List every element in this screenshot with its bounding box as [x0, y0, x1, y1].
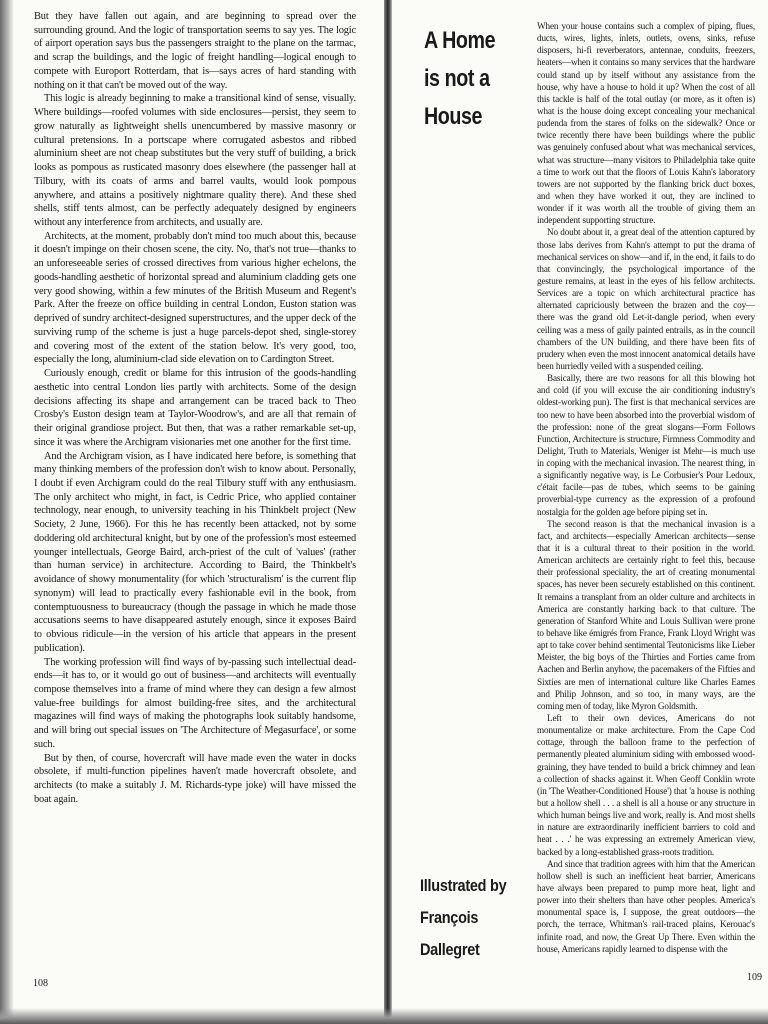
page-number-left: 108 — [33, 978, 48, 989]
paragraph: When your house contains such a complex of piping, flues, ducts, wires, lights, inlets, outlets, ovens, sinks, refuse disposers, hi-fi reverberators, antennae, conduits, freezers, heaters—when it contains so many services that the hardware could stand up by itself without any assistance from the house, why have a house to hold it up? When the cost of all this tackle is half of the total outlay (or more, as it often is) what is the house doing except concealing your mechanical pudenda from the stares of folks on the sidewalk? Once or twice recently there have been buildings where the public was genuinely confused about what was mechanical services, what was structure—many visitors to Philadelphia take quite a time to work out that the floors of Louis Kahn's laboratory towers are not supported by the flanking brick duct boxes, and when they have worked it out, they are inclined to wonder if it was worth all the trouble of giving them an independent supporting structure. — [537, 21, 755, 226]
paragraph: Left to their own devices, Americans do not monumentalize or make architecture. From the Cape Cod cottage, through the balloon frame to the perfection of permanently pleated aluminium siding with embossed wood-graining, they have tended to build a brick chimney and lean a collection of shacks against it. When Geoff Conklin wrote (in 'The Weather-Conditioned House') that 'a house is nothing but a hollow shell . . . a shell is all a house or any structure in which human beings live and work, really is. And most shells in nature are extraordinarily inefficient barriers to cold and heat . . .' he was expressing an extremely American view, backed by a long-established grass-roots tradition. — [537, 713, 755, 857]
paragraph: Architects, at the moment, probably don't mind too much about this, because it doesn't impinge on their chosen scene, the city. No, that's not true—thanks to an unforeseeable series of crossed directives from various higher echelons, the goods-handling aesthetic of horizontal spread and aluminium cladding gets one very good showing, within a few minutes of the British Museum and Regent's Park. After the freeze on office building in central London, Euston station was deprived of sundry architect-designed superstructures, and the upper deck of the surviving rump of the scheme is just a huge parcels-depot shed, single-storey and covering most of the extent of the station below. It's very good, too, especially the long, aluminium-clad side elevation on to Cardington Street. — [34, 230, 356, 366]
paragraph: The working profession will find ways of by-passing such intellectual dead-ends—it has to, or it would go out of business—and architects will eventually compose themselves into a frame of mind where they can design a few almost value-free buildings for almost building-free sites, and the architectural magazines will find ways of making the photographs look suitably handsome, and will bring out special issues on 'The Architecture of Megasurface', or some such. — [34, 656, 356, 750]
left-article-column — [34, 10, 356, 962]
paragraph: This logic is already beginning to make a transitional kind of sense, visually. Where buildings—roofed volumes with side enclosures—persist, they seem to grow naturally as lightweight shells unencumbered by massive masonry or cultural pretensions. In a portscape where corrugated asbestos and ribbed aluminium sheet are not cheap substitutes but the very stuff of building, a brick looks as pompous as rusticated masonry does elsewhere (the passenger hall at Tilbury, with its coats of arms and barrel vaults, would look pompous anywhere, and attains a positively nightmare quality there). And these shed shells, stiff tents almost, can be perfectly adequately designed by engineers without any interference from architects, and usually are. — [34, 93, 356, 229]
right-article-column — [537, 20, 755, 968]
paragraph: No doubt about it, a great deal of the attention captured by those labs derives from Kahn's attempt to put the drama of mechanical services on show—and if, in the end, it fails to do that convincingly, the psychological importance of the gesture remains, at least in the eyes of his fellow architects. Services are a topic on which architectural practice has alternated capriciously between the brazen and the coy—there was the grand old Let-it-dangle period, when every ceiling was a mess of gaily painted entrails, as in the council chambers of the UN building, and there have been fits of prudery when even the most innocent anatomical details have been hurriedly veiled with a suspended ceiling. — [537, 227, 755, 371]
paragraph: And the Archigram vision, as I have indicated here before, is something that many thinking members of the profession don't wish to know about. Personally, I doubt if even Archigram could do the real Tilbury stuff with any enthusiasm. The only architect who might, in fact, is Cedric Price, who applied container technology, near enough, to university teaching in his Thinkbelt project (New Society, 2 June, 1966). For this he has recently been attacked, not by some doddering old architectural knight, but by one of the profession's most esteemed younger intellectuals, George Baird, arch-priest of the cult of 'values' (rather than human service) in architecture. According to Baird, the Thinkbelt's avoidance of showy monumentality (for which 'structuralism' is the current flip synonym) will lead to practically every fashionable evil in the book, from contemptuousness to bureaucracy (though the passage in which he made those accusations seems to have disappeared astutely enough, since it exposes Baird to obvious ridicule—in the version of his article that appears in the present publication). — [34, 450, 356, 654]
title-line: is not a — [424, 65, 490, 92]
credit-line: François — [420, 908, 479, 927]
title-line: A Home — [424, 27, 496, 54]
page-edge-shadow — [0, 0, 14, 1024]
paragraph: And since that tradition agrees with him that the American hollow shell is such an inefficient heat barrier, Americans have always been prepared to pump more heat, light and power into their shelters than have other peoples. America's monumental space is, I suppose, the great outdoors—the porch, the terrace, Whitman's rail-traced plains, Kerouac's infinite road, and now, the Great Up There. Even within the house, Americans rapidly learned to dispense with the — [537, 858, 755, 954]
paragraph: But by then, of course, hovercraft will have made even the water in docks obsolete, if multi-function pipelines haven't made hovercraft obsolete, and architects (to make a suitably J. M. Richards-type joke) will have missed the boat again. — [34, 752, 356, 805]
illustrator-credit — [420, 870, 514, 966]
article-title — [424, 22, 514, 136]
credit-line: Illustrated by — [420, 876, 507, 895]
page-number-right: 109 — [747, 972, 762, 983]
book-gutter — [384, 0, 392, 1024]
paragraph: The second reason is that the mechanical invasion is a fact, and architects—especially American architects—sense that it is a cultural threat to their position in the world. American architects are certainly right to feel this, because their professional speciality, the art of creating monumental spaces, has never been securely established on this continent. It remains a transplant from an older culture and architects in America are constantly harking back to that culture. The generation of Stanford White and Louis Sullivan were prone to behave like émigrés from France, Frank Lloyd Wright was apt to take cover behind sentimental Teutonicisms like Lieber Meister, the big boys of the Thirties and Forties came from Aachen and Berlin anyhow, the pacemakers of the Fifties and Sixties are men of international culture like Charles Eames and Philip Johnson, and so too, in many ways, are the coming men of today, like Myron Goldsmith. — [537, 518, 755, 711]
paragraph: Curiously enough, credit or blame for this intrusion of the goods-handling aesthetic into central London lies partly with architects. Some of the design decisions affecting its shape and arrangement can be traced back to Theo Crosby's Euston design team at Taylor-Woodrow's, and are all that remain of their original grandiose project. But then, that was a rather remarkable set-up, since it was where the Archigram visionaries met one another for the first time. — [34, 368, 356, 448]
title-line: House — [424, 103, 483, 130]
page-bottom-shadow — [0, 1008, 768, 1024]
paragraph: Basically, there are two reasons for all this blowing hot and cold (if you will excuse the air conditioning industry's oldest-working pun). The first is that mechanical services are too new to have been absorbed into the proverbial wisdom of the profession: none of the great slogans—Form Follows Function, Architecture is structure, Firmness Commodity and Delight, Truth to Materials, Weniger ist Mehr—is much use in coping with the mechanical invasion. The nearest thing, in a significantly negative way, is Le Corbusier's Pour Ledoux, c'était facile—pas de tubes, which seems to be gaining proverbial-type currency as the expression of a profound nostalgia for the golden age before piping set in. — [537, 373, 755, 517]
paragraph: But they have fallen out again, and are beginning to spread over the surrounding ground. And the logic of transportation seems to say yes. The logic of airport operation says bus the passengers straight to the plane on the tarmac, and scrap the buildings, and the logic of freight handling—logical enough to compete with Europort Rotterdam, that is—says acres of hard standing with nothing on it that can't be moved out of the way. — [34, 11, 356, 91]
credit-line: Dallegret — [420, 940, 480, 959]
